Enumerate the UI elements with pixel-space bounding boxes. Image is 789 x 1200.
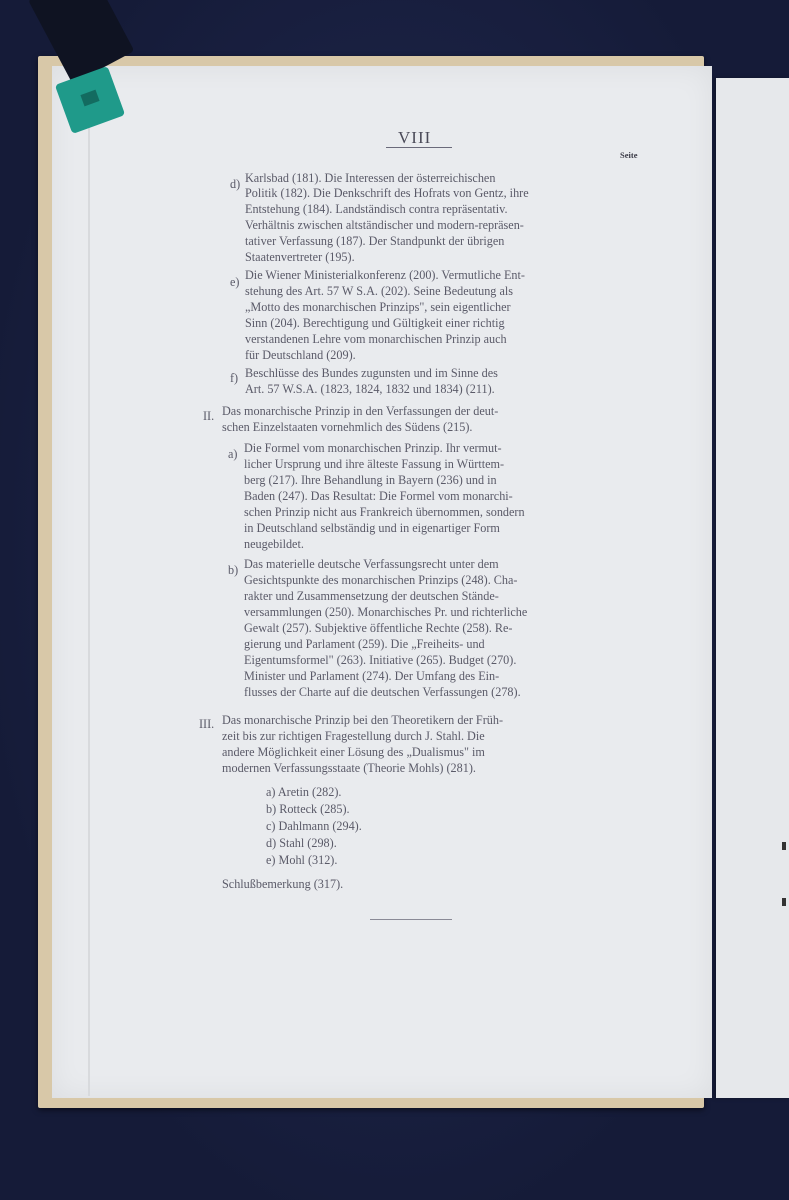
sub-item: a) Aretin (282). [266, 785, 342, 799]
toc-line: neugebildet. [244, 537, 304, 551]
item-label: d) [230, 177, 241, 191]
toc-line: in Deutschland selbständig und in eigenartiger Form [244, 521, 500, 535]
toc-line: stehung des Art. 57 W S.A. (202). Seine Bedeutung als [245, 284, 513, 298]
toc-line: schen Prinzip nicht aus Frankreich übernommen, sondern [244, 505, 525, 519]
toc-line: Die Wiener Ministerialkonferenz (200). Vermutliche Ent- [245, 268, 525, 282]
toc-line: Baden (247). Das Resultat: Die Formel vom monarchi- [244, 489, 513, 503]
sub-item: b) Rotteck (285). [266, 802, 350, 816]
toc-line: Sinn (204). Berechtigung und Gültigkeit einer richtig [245, 316, 505, 330]
closing-entry: Schlußbemerkung (317). [222, 877, 344, 891]
toc-line: Das monarchische Prinzip bei den Theoretikern der Früh- [222, 713, 504, 727]
item-label: e) [230, 275, 240, 289]
sub-item: c) Dahlmann (294). [266, 819, 362, 833]
toc-line: Eigentumsformel" (263). Initiative (265). Budget (270). [244, 653, 517, 667]
sub-item: d) Stahl (298). [266, 836, 337, 850]
item-label: f) [230, 371, 239, 385]
page-mark [782, 898, 786, 906]
toc-line: Minister und Parlament (274). Der Umfang des Ein- [244, 669, 500, 683]
toc-line: verstandenen Lehre vom monarchischen Prinzip auch [245, 332, 507, 346]
toc-line: tativer Verfassung (187). Der Standpunkt der übrigen [245, 234, 505, 248]
item-label: a) [228, 447, 238, 461]
toc-line: licher Ursprung und ihre älteste Fassung in Württem- [244, 457, 505, 471]
toc-line: Art. 57 W.S.A. (1823, 1824, 1832 und 1834) (211). [245, 382, 495, 396]
page-mark [782, 842, 786, 850]
toc-line: berg (217). Ihre Behandlung in Bayern (236) und in [244, 473, 497, 487]
toc-line: Verhältnis zwischen altständischer und modern-repräsen- [245, 218, 524, 232]
toc-line: flusses der Charte auf die deutschen Verfassungen (278). [244, 685, 521, 699]
toc-line: Beschlüsse des Bundes zugunsten und im Sinne des [245, 366, 498, 380]
adjacent-page [716, 78, 789, 1098]
page-number: VIII [398, 128, 432, 147]
column-header: Seite [620, 150, 638, 160]
section-label: III. [199, 717, 215, 731]
toc-line: modernen Verfassungsstaate (Theorie Mohls) (281). [222, 761, 476, 775]
toc-line: Das monarchische Prinzip in den Verfassungen der deut- [222, 404, 499, 418]
toc-line: Karlsbad (181). Die Interessen der österreichischen [245, 171, 496, 185]
toc-line: schen Einzelstaaten vornehmlich des Südens (215). [222, 420, 473, 434]
toc-line: für Deutschland (209). [245, 348, 356, 362]
end-rule [370, 919, 452, 920]
item-label: b) [228, 563, 239, 577]
toc-line: gierung und Parlament (259). Die „Freiheits- und [244, 637, 485, 651]
toc-line: Gesichtspunkte des monarchischen Prinzips (248). Cha- [244, 573, 518, 587]
toc-line: Staatenvertreter (195). [245, 250, 355, 264]
page-number-rule [386, 147, 452, 148]
toc-line: Gewalt (257). Subjektive öffentliche Rechte (258). Re- [244, 621, 513, 635]
sub-item: e) Mohl (312). [266, 853, 338, 867]
toc-line: rakter und Zusammensetzung der deutschen Stände- [244, 589, 499, 603]
page-fold [88, 66, 90, 1096]
toc-line: „Motto des monarchischen Prinzips", sein eigentlicher [245, 300, 511, 314]
toc-line: Die Formel vom monarchischen Prinzip. Ihr vermut- [244, 441, 502, 455]
section-label: II. [203, 409, 215, 423]
toc-line: Entstehung (184). Landständisch contra repräsentativ. [245, 202, 508, 216]
toc-line: versammlungen (250). Monarchisches Pr. und richterliche [244, 605, 528, 619]
toc-line: Politik (182). Die Denkschrift des Hofrats von Gentz, ihre [245, 186, 529, 200]
toc-line: zeit bis zur richtigen Fragestellung durch J. Stahl. Die [222, 729, 485, 743]
toc-line: Das materielle deutsche Verfassungsrecht unter dem [244, 557, 499, 571]
toc-line: andere Möglichkeit einer Lösung des „Dualismus" im [222, 745, 485, 759]
